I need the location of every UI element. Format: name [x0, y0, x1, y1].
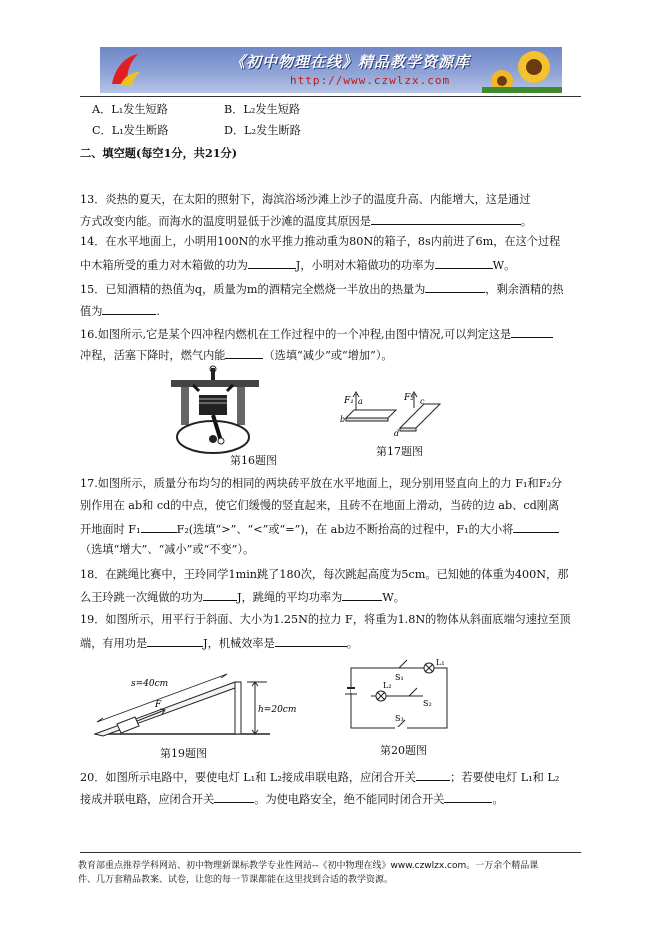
option-a: A．L₁发生短路 — [92, 103, 168, 116]
label-l1: L₁ — [436, 658, 445, 667]
q16-line1 — [80, 326, 553, 342]
circuit-diagram — [345, 656, 457, 734]
label-s2: S₂ — [423, 699, 432, 708]
fig20-caption: 第20题图 — [380, 744, 427, 757]
q18-line1: 18．在跳绳比赛中，王玲同学1min跳了180次，每次跳起高度为5cm。已知她的体重为400N，那 — [80, 568, 569, 581]
q20-text-a: 20．如图所示电路中，要使电灯 L₁和 L₂接成串联电路，应闭合开关 — [80, 771, 417, 784]
label-s3: S₃ — [395, 714, 404, 723]
option-b: B．L₂发生短路 — [224, 103, 301, 116]
label-l2: L₂ — [383, 681, 392, 690]
q20-line1 — [80, 769, 559, 785]
q15-text-a: 15．已知酒精的热值为q，质量为m的酒精完全燃烧一半放出的热量为 — [80, 283, 426, 296]
q20-blank-2[interactable] — [214, 791, 254, 803]
q15-blank-1[interactable] — [425, 281, 485, 293]
fig17-caption: 第17题图 — [376, 445, 423, 458]
q14-text-c: W。 — [492, 259, 516, 272]
label-f2: F₂ — [404, 393, 414, 403]
bricks-diagram — [336, 390, 456, 438]
q20-blank-1[interactable] — [416, 769, 450, 781]
q15-text-d: . — [156, 305, 160, 318]
q15-line2 — [80, 303, 160, 319]
q14-blank-1[interactable] — [248, 257, 296, 269]
header-rule — [80, 96, 581, 97]
label-f1: F₁ — [344, 396, 354, 406]
q19-line2 — [80, 635, 358, 651]
q17-blank-2[interactable] — [513, 521, 559, 533]
q17-line4: （选填“增大”、“减小”或“不变”）。 — [80, 543, 255, 556]
banner-url[interactable]: http://www.czwlzx.com — [290, 74, 451, 87]
q19-blank-2[interactable] — [275, 635, 347, 647]
banner-title: 《初中物理在线》精品教学资源库 — [230, 53, 471, 71]
q16-blank-2[interactable] — [225, 347, 263, 359]
incline-diagram — [95, 664, 297, 740]
footer-rule — [80, 852, 581, 853]
q17-line2: 别作用在 ab和 cd的中点，使它们缓慢的竖直起来，且砖不在地面上滑动，当砖的边 ab、cd刚离 — [80, 499, 560, 512]
q18-blank-2[interactable] — [342, 589, 382, 601]
q13-blank[interactable] — [371, 213, 521, 225]
q14-line1: 14．在水平地面上，小明用100N的水平推力推动重为80N的箱子，8s内前进了6m，在这个过程 — [80, 235, 561, 248]
fig19-caption: 第19题图 — [160, 747, 207, 760]
engine-diagram — [163, 365, 278, 460]
label-c: c — [420, 397, 425, 406]
label-d: d — [394, 429, 400, 438]
q17-text-b: F₂(选填“>”、“<”或“=”)，在 ab边不断抬高的过程中，F₁的大小将 — [176, 523, 514, 536]
site-logo-icon — [106, 50, 146, 90]
q14-line2 — [80, 257, 515, 273]
q18-text-b: J，跳绳的平均功率为 — [237, 591, 343, 604]
q17-line1: 17.如图所示，质量分布均匀的相同的两块砖平放在水平地面上，现分别用竖直向上的力 F₁和F₂分 — [80, 477, 563, 490]
q19-text-b: J，机械效率是 — [203, 637, 275, 650]
q17-blank-1[interactable] — [141, 521, 177, 533]
label-b: b — [340, 415, 346, 424]
q19-text-c: 。 — [346, 637, 358, 650]
q17-text-a: 开地面时 F₁ — [80, 523, 141, 536]
footer-line2: 件、几万套精品教案、试卷，让您的每一节课都能在这里找到合适的教学资源。 — [78, 875, 394, 885]
q18-blank-1[interactable] — [203, 589, 237, 601]
q18-text-a: 么王玲跳一次绳做的功为 — [80, 591, 204, 604]
q20-blank-3[interactable] — [444, 791, 492, 803]
q13-line1: 13．炎热的夏天，在太阳的照射下，海滨浴场沙滩上沙子的温度升高、内能增大，这是通过 — [80, 193, 531, 206]
q20-text-c: 接成并联电路，应闭合开关 — [80, 793, 215, 806]
q16-text-c: （选填“减少”或“增加”）。 — [263, 349, 393, 362]
q18-text-c: W。 — [382, 591, 405, 604]
section2-title: 二、填空题(每空1分，共21分) — [80, 146, 238, 160]
label-s1: S₁ — [395, 673, 404, 682]
q15-blank-2[interactable] — [102, 303, 156, 315]
q14-text-b: J，小明对木箱做功的功率为 — [295, 259, 435, 272]
q13-line2 — [80, 213, 532, 229]
q14-text-a: 中木箱所受的重力对木箱做的功为 — [80, 259, 248, 272]
fig16-caption: 第16题图 — [230, 454, 277, 467]
label-a: a — [358, 397, 363, 406]
q15-text-b: ，剩余酒精的热 — [485, 283, 564, 296]
q20-text-d: 。为使电路安全，绝不能同时闭合开关 — [254, 793, 445, 806]
q16-text-a: 16.如图所示,它是某个四冲程内燃机在工作过程中的一个冲程,由图中情况,可以判定这是 — [80, 328, 512, 341]
label-h: h=20cm — [258, 705, 297, 715]
q20-line2 — [80, 791, 504, 807]
q18-line2 — [80, 589, 405, 605]
q14-blank-2[interactable] — [435, 257, 493, 269]
q15-line1 — [80, 281, 564, 297]
header-banner — [100, 47, 562, 93]
q16-line2 — [80, 347, 393, 363]
q16-text-b: 冲程，活塞下降时，燃气内能 — [80, 349, 226, 362]
q19-line1: 19．如图所示，用平行于斜面、大小为1.25N的拉力 F，将重为1.8N的物体从斜面底端匀速拉至顶 — [80, 613, 571, 626]
sunflower-icon — [482, 47, 562, 93]
label-s: s=40cm — [131, 679, 169, 689]
q20-text-e: 。 — [492, 793, 504, 806]
label-force-f: F — [155, 700, 162, 710]
q15-text-c: 值为 — [80, 305, 103, 318]
q13-text-b: 。 — [520, 215, 533, 228]
q17-line3 — [80, 521, 559, 537]
footer-line1: 教育部重点推荐学科网站、初中物理新课标教学专业性网站--《初中物理在线》www.czwlzx.com。一万余个精品课 — [78, 861, 539, 871]
q20-text-b: ；若要使电灯 L₁和 L₂ — [450, 771, 560, 784]
q19-blank-1[interactable] — [147, 635, 203, 647]
q13-text-a: 方式改变内能。而海水的温度明显低于沙滩的温度其原因是 — [80, 215, 371, 228]
q19-text-a: 端，有用功是 — [80, 637, 148, 650]
q16-blank-1[interactable] — [511, 326, 553, 338]
option-d: D．L₂发生断路 — [224, 124, 301, 137]
option-c: C．L₁发生断路 — [92, 124, 169, 137]
